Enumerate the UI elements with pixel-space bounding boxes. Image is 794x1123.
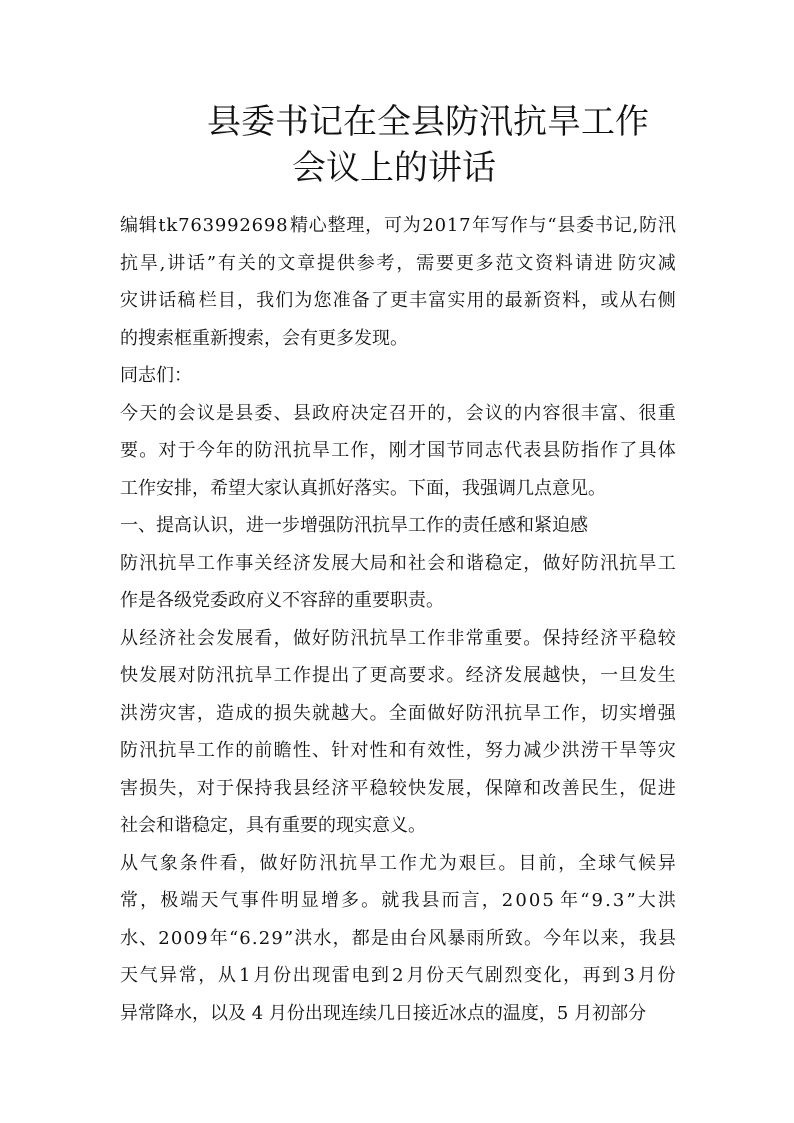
document-title-line-1: 县委书记在全县防汛抗旱工作 [207,102,649,142]
paragraph-line: 异常降水，以及 4 月份出现连续几日接近冰点的温度，5 月初部分 [120,1002,647,1024]
paragraph-line: 从 气 象 条 件 看 ， 做 好 防 汛 抗 旱 工 作 尤 为 艰 巨 。 目 前 ， 全 球 气 候 异 [120,852,676,874]
paragraph-line: 洪 涝 灾 害 ， 造 成 的 损 失 就 越 大 。 全 面 做 好 防 汛 抗 旱 工 作 ， 切 实 增 强 [120,702,676,724]
document-body [120,207,676,1032]
paragraph [120,357,676,395]
paragraph-line: 编 辑 t k 7 6 3 9 9 2 6 9 8 精 心 整 理 ， 可 为 2 0 1 7 年 写 作 与 “ 县 委 书 记 , 防 汛 [120,215,676,236]
paragraph-line: 常 ， 极 端 天 气 事 件 明 显 增 多 。 就 我 县 而 言 ， 2 0 0 5 年 “ 9 . 3 ” 大 洪 [120,890,676,911]
paragraph [120,207,676,357]
paragraph-line: 社会和谐稳定，具有重要的现实意义。 [120,815,426,836]
paragraph-line: 作是各级党委政府义不容辞的重要职责。 [120,590,444,611]
paragraph [120,545,676,620]
paragraph-line: 天 气 异 常 ， 从 1 月 份 出 现 雷 电 到 2 月 份 天 气 剧 烈 变 化 ， 再 到 3 月 份 [120,965,676,986]
paragraph-line: 今 天 的 会 议 是 县 委 、 县 政 府 决 定 召 开 的 ， 会 议 的 内 容 很 丰 富 、 很 重 [120,402,676,424]
paragraph [120,507,676,545]
paragraph-line: 要 。 对 于 今 年 的 防 汛 抗 旱 工 作 ， 刚 才 国 节 同 志 代 表 县 防 指 作 了 具 体 [120,440,676,461]
paragraph-line: 同志们： [120,365,192,386]
paragraph-line: 害 损 失 ， 对 于 保 持 我 县 经 济 平 稳 较 快 发 展 ， 保 障 和 改 善 民 生 ， 促 进 [120,777,676,799]
paragraph-line: 一、提高认识，进一步增强防汛抗旱工作的责任感和紧迫感 [120,515,588,536]
paragraph-line: 防 汛 抗 旱 工 作 事 关 经 济 发 展 大 局 和 社 会 和 谐 稳 定 ， 做 好 防 汛 抗 旱 工 [120,552,676,574]
document-title-line-2: 会议上的讲话 [292,148,496,188]
paragraph-line: 水 、 2 0 0 9 年 “ 6 . 2 9 ” 洪 水 ， 都 是 由 台 风 暴 雨 所 致 。 今 年 以 来 ， 我 县 [120,927,676,949]
paragraph [120,395,676,508]
paragraph-line: 快 发 展 对 防 汛 抗 旱 工 作 提 出 了 更 高 要 求 。 经 济 发 展 越 快 ， 一 旦 发 生 [120,665,676,686]
paragraph-line: 防 汛 抗 旱 工 作 的 前 瞻 性 、 针 对 性 和 有 效 性 ， 努 力 减 少 洪 涝 干 旱 等 灾 [120,740,676,761]
paragraph [120,845,676,1033]
paragraph-line: 从 经 济 社 会 发 展 看 ， 做 好 防 汛 抗 旱 工 作 非 常 重 要 。 保 持 经 济 平 稳 较 [120,627,676,649]
paragraph-line: 灾 讲 话 稿 栏 目 ， 我 们 为 您 准 备 了 更 丰 富 实 用 的 最 新 资 料 ， 或 从 右 侧 [120,290,676,311]
paragraph-line: 工作安排，希望大家认真抓好落实。下面，我强调几点意见。 [120,477,606,499]
paragraph-line: 的搜索框重新搜索，会有更多发现。 [120,327,408,349]
paragraph [120,620,676,845]
paragraph-line: 抗 旱 , 讲 话 ” 有 关 的 文 章 提 供 参 考 ， 需 要 更 多 范 文 资 料 请 进 防 灾 减 [120,252,676,274]
